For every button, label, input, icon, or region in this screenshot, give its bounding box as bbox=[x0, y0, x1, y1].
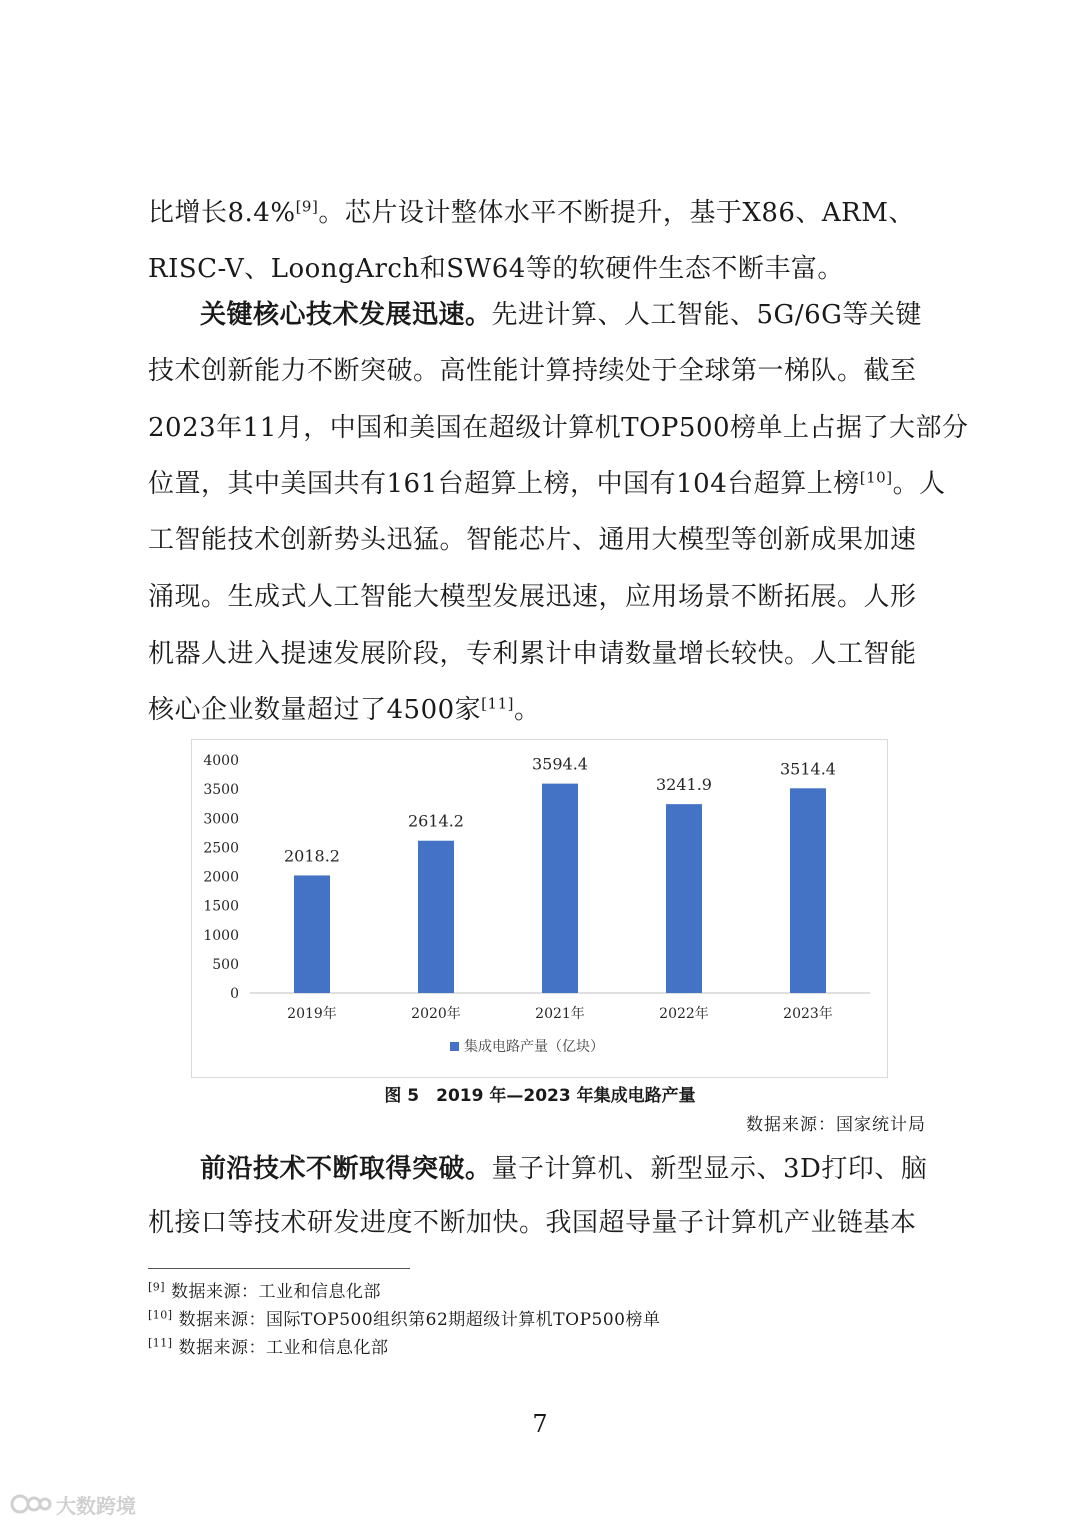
body-line bbox=[200, 299, 940, 331]
y-tick-label: 500 bbox=[212, 956, 239, 973]
y-tick-label: 1000 bbox=[203, 927, 239, 944]
watermark-text: 大数跨境 bbox=[56, 1493, 136, 1518]
bar bbox=[666, 804, 702, 993]
y-tick-label: 1500 bbox=[203, 898, 239, 915]
footnote-ref[interactable]: [11] bbox=[481, 694, 514, 713]
text-run: 位置，其中美国共有161台超算上榜，中国有104台超算上榜 bbox=[148, 469, 860, 499]
legend-swatch bbox=[450, 1042, 459, 1051]
figure-source: 数据来源：国家统计局 bbox=[746, 1115, 926, 1135]
text-run: 先进计算、人工智能、5G/6G等关键 bbox=[491, 300, 922, 330]
watermark-logo-icon bbox=[10, 1492, 52, 1516]
footnote-text: 数据来源：工业和信息化部 bbox=[178, 1338, 389, 1358]
body-line: 2023年11月，中国和美国在超级计算机TOP500榜单上占据了大部分 bbox=[148, 413, 969, 443]
text-run: 。 bbox=[513, 695, 541, 725]
chart-canvas bbox=[192, 740, 889, 1079]
bar bbox=[294, 875, 330, 993]
footnote-divider bbox=[148, 1268, 410, 1269]
y-tick-label: 0 bbox=[230, 986, 239, 1002]
body-line: 工智能技术创新势头迅猛。智能芯片、通用大模型等创新成果加速 bbox=[148, 525, 917, 555]
body-line bbox=[148, 468, 946, 500]
x-tick-label: 2019年 bbox=[287, 1006, 337, 1022]
legend-label: 集成电路产量（亿块） bbox=[464, 1039, 604, 1055]
footnote bbox=[148, 1337, 389, 1359]
y-tick-label: 2000 bbox=[203, 869, 239, 886]
text-run: 比增长8.4% bbox=[148, 198, 296, 228]
text-run: 核心企业数量超过了4500家 bbox=[148, 695, 482, 725]
data-label: 2614.2 bbox=[408, 811, 464, 831]
bar-chart bbox=[191, 739, 888, 1078]
watermark bbox=[10, 1490, 136, 1518]
x-tick-label: 2023年 bbox=[783, 1006, 833, 1022]
body-line: RISC-V、LoongArch和SW64等的软硬件生态不断丰富。 bbox=[148, 254, 844, 284]
body-line: 涌现。生成式人工智能大模型发展迅速，应用场景不断拓展。人形 bbox=[148, 582, 917, 612]
text-run: 量子计算机、新型显示、3D打印、脑 bbox=[491, 1154, 928, 1184]
page-number: 7 bbox=[532, 1410, 548, 1438]
x-tick-label: 2021年 bbox=[535, 1006, 585, 1022]
footnote-ref[interactable]: [10] bbox=[859, 468, 893, 487]
x-tick-label: 2020年 bbox=[411, 1006, 461, 1022]
y-tick-label: 4000 bbox=[203, 753, 239, 769]
paragraph-lead: 前沿技术不断取得突破。 bbox=[200, 1154, 492, 1184]
y-tick-label: 3500 bbox=[203, 782, 239, 799]
footnote-ref[interactable]: [9] bbox=[295, 197, 319, 216]
y-tick-label: 3000 bbox=[203, 811, 239, 828]
body-line: 机器人进入提速发展阶段，专利累计申请数量增长较快。人工智能 bbox=[148, 639, 917, 669]
x-tick-label: 2022年 bbox=[659, 1006, 709, 1022]
bar bbox=[418, 841, 454, 993]
footnote-text: 数据来源：国际TOP500组织第62期超级计算机TOP500榜单 bbox=[178, 1310, 661, 1330]
paragraph-lead: 关键核心技术发展迅速。 bbox=[200, 300, 492, 330]
text-run: 。芯片设计整体水平不断提升，基于X86、ARM、 bbox=[318, 198, 915, 228]
bar bbox=[542, 784, 578, 993]
body-line: 技术创新能力不断突破。高性能计算持续处于全球第一梯队。截至 bbox=[148, 356, 917, 386]
figure-caption: 图 5 2019 年—2023 年集成电路产量 bbox=[384, 1086, 696, 1106]
data-label: 3241.9 bbox=[656, 775, 712, 795]
footnote bbox=[148, 1281, 381, 1303]
body-line bbox=[148, 694, 938, 726]
data-label: 2018.2 bbox=[284, 846, 340, 866]
footnote-mark: [9] bbox=[148, 1280, 166, 1294]
footnote bbox=[148, 1309, 660, 1331]
bar bbox=[790, 788, 826, 993]
data-label: 3594.4 bbox=[532, 754, 588, 774]
footnote-mark: [11] bbox=[148, 1336, 173, 1350]
body-line: 机接口等技术研发进度不断加快。我国超导量子计算机产业链基本 bbox=[148, 1208, 917, 1238]
body-line bbox=[148, 197, 938, 229]
footnote-mark: [10] bbox=[148, 1308, 173, 1322]
text-run: 。人 bbox=[892, 469, 946, 499]
body-line bbox=[200, 1153, 940, 1185]
data-label: 3514.4 bbox=[780, 759, 836, 779]
y-tick-label: 2500 bbox=[203, 840, 239, 857]
footnote-text: 数据来源：工业和信息化部 bbox=[171, 1282, 381, 1302]
